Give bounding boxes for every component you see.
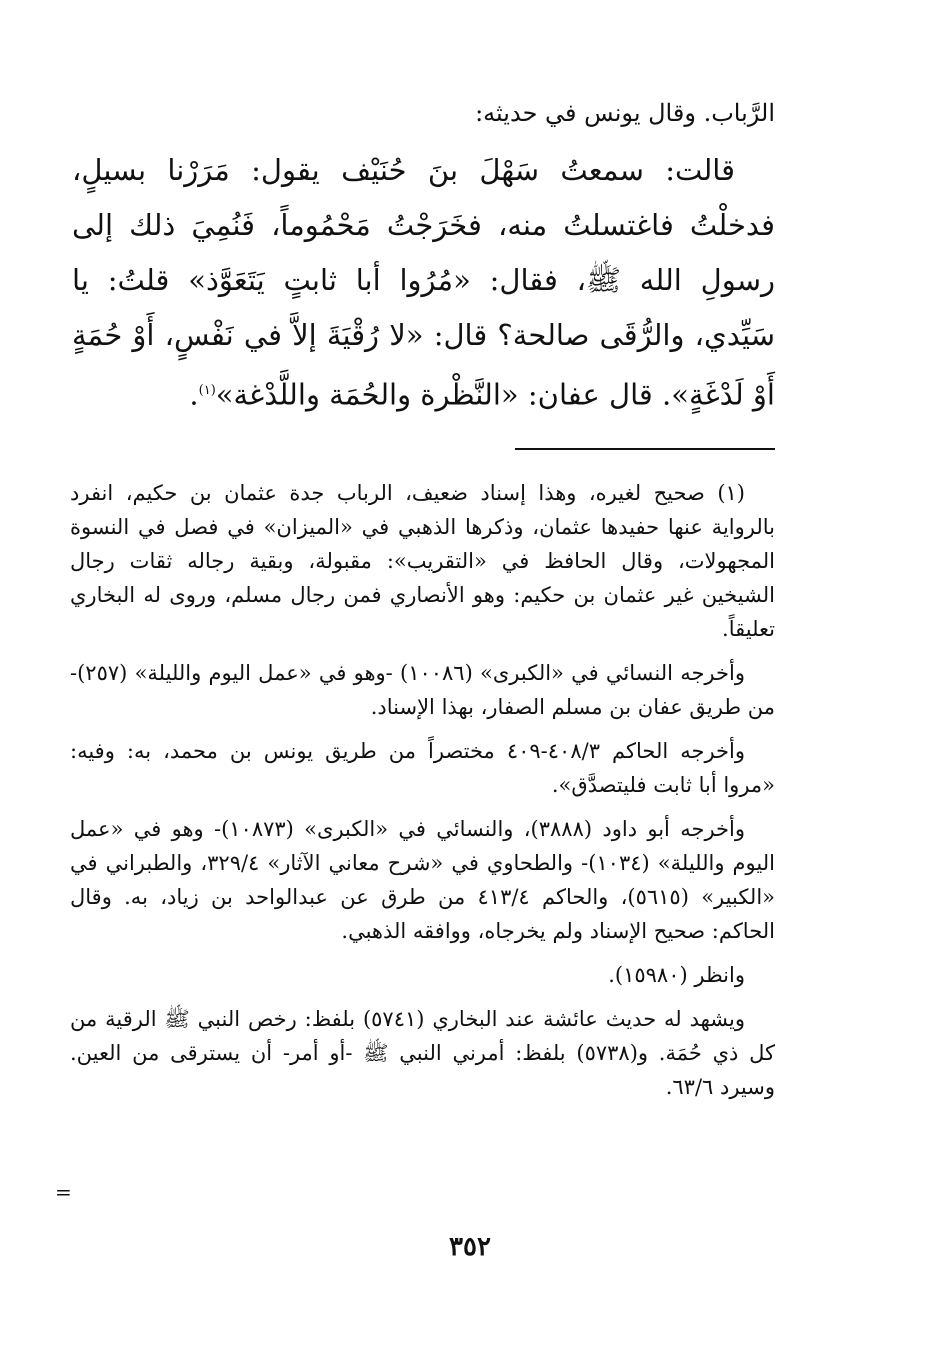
footnote-paragraph-4: وأخرجه أبو داود (٣٨٨٨)، والنسائي في «الكبرى» (١٠٨٧٣)- وهو في «عمل اليوم والليلة» (١٠٣٤)- والطحاوي في «شرح معاني الآثار» ٣٢٩/٤، والطبراني في «الكبير» (٥٦١٥)، والحاكم ٤١٣/٤ من طرق عن عبدالواحد بن زياد، به. وقال الحاكم: صحيح الإسناد ولم يخرجاه، ووافقه الذهبي. [70,817,775,943]
footnote-1: (١) صحيح لغيره، وهذا إسناد ضعيف، الرباب جدة عثمان بن حكيم، انفرد بالرواية عنها حفيدها عثمان، وذكرها الذهبي في «الميزان» في فصل في النسوة المجهولات، وقال الحافظ في «التقريب»: مقبولة، وبقية رجاله ثقات رجال الشيخين غير عثمان بن حكيم: وهو الأنصاري فمن رجال مسلم، وروى له البخاري تعليقاً. [70,481,775,641]
footnotes [70,476,775,1114]
main-text-paragraph: قالت: سمعتُ سَهْلَ بنَ حُنَيْف يقول: مَرَرْنا بسيلٍ، فدخلْتُ فاغتسلتُ منه، فخَرَجْتُ مَحْمُوماً، فَنُمِيَ ذلك إلى رسولِ الله ﷺ، فقال: «مُرُوا أبا ثابتٍ يَتَعَوَّذ» قلتُ: يا سَيِّدي، والرُّقَى صالحة؟ قال: «لا رُقْيَةَ إلاَّ في نَفْسٍ، أَوْ حُمَةٍ أَوْ لَدْغَةٍ». قال عفان: «النَّظْرة والحُمَة واللَّدْغة»$^{(١)}$. [72,153,775,412]
main-text-first-line: الرَّباب. وقال يونس في حديثه: [475,99,775,127]
footnote-reference[interactable]: (١) [198,383,216,398]
footnote-paragraph-2: وأخرجه النسائي في «الكبرى» (١٠٠٨٦) -وهو في «عمل اليوم والليلة» (٢٥٧)- من طريق عفان بن مسلم الصفار، بهذا الإسناد. [70,661,775,719]
main-text-paragraph-body: قالت: سمعتُ سَهْلَ بنَ حُنَيْف يقول: مَرَرْنا بسيلٍ، فدخلْتُ فاغتسلتُ منه، فخَرَجْتُ مَحْمُوماً، فَنُمِيَ ذلك إلى رسولِ الله ﷺ، فقال: «مُرُوا أبا ثابتٍ يَتَعَوَّذ» قلتُ: يا سَيِّدي، والرُّقَى صالحة؟ قال: «لا رُقْيَةَ إلاَّ في نَفْسٍ، أَوْ حُمَةٍ أَوْ لَدْغَةٍ». قال عفان: «النَّظْرة والحُمَة واللَّدْغة» [72,153,775,412]
footnote-paragraph-6: ويشهد له حديث عائشة عند البخاري (٥٧٤١) بلفظ: رخص النبي ﷺ الرقية من كل ذي حُمَة. و(٥٧٣٨) بلفظ: أمرني النبي ﷺ -أو أمر- أن يسترقى من العين. وسيرد ٦٣/٦. [70,1007,776,1099]
continuation-mark: = [55,1180,72,1204]
footnote-paragraph-5: وانظر (١٥٩٨٠). [608,963,745,987]
footnote-paragraph-3: وأخرجه الحاكم ٤٠٨/٣-٤٠٩ مختصراً من طريق يونس بن محمد، به: وفيه: «مروا أبا ثابت فليتصدَّق». [70,739,775,797]
footnote-divider [515,448,775,450]
page-number: ٣٥٢ [449,1232,491,1262]
main-text [72,95,775,423]
